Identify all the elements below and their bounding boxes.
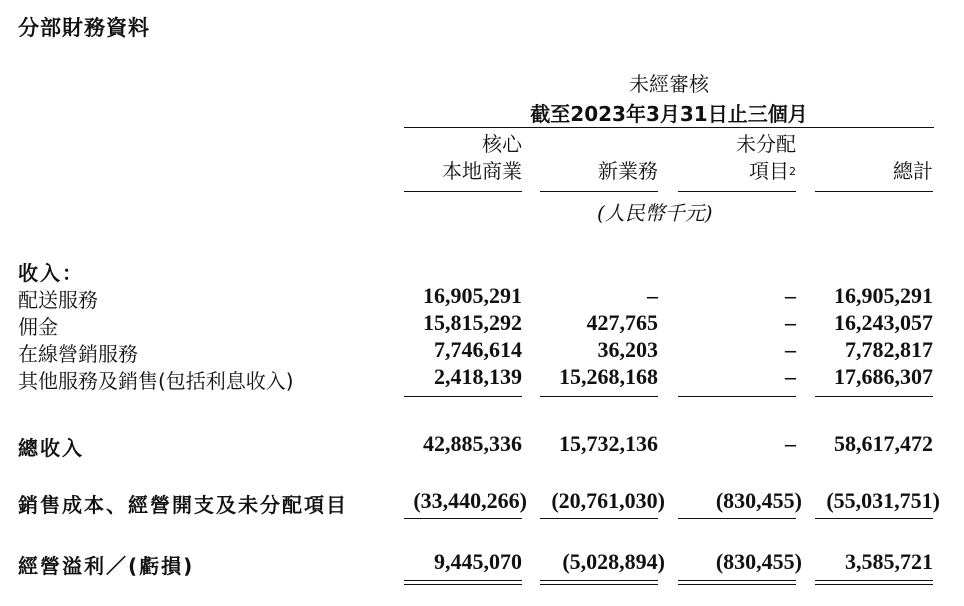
col-rule-4 bbox=[815, 191, 933, 192]
cell-operating-profit-unalloc: (830,455) bbox=[715, 549, 802, 574]
cell-commission-new: 427,765 bbox=[586, 310, 658, 335]
col-header-new-initiatives: 新業務 bbox=[598, 159, 658, 183]
cell-operating-profit-core: 9,445,070 bbox=[434, 549, 522, 574]
cell-commission-total: 16,243,057 bbox=[834, 310, 933, 335]
cell-delivery-total: 16,905,291 bbox=[834, 283, 933, 308]
cell-operating-profit-new: (5,028,894) bbox=[562, 549, 665, 574]
cell-delivery-core: 16,905,291 bbox=[423, 283, 522, 308]
cost-rule-4 bbox=[815, 518, 933, 519]
cell-costs-new: (20,761,030) bbox=[551, 488, 665, 513]
cell-online-marketing-new: 36,203 bbox=[597, 337, 658, 362]
row-label-costs: 銷售成本、經營開支及未分配項目 bbox=[18, 493, 348, 517]
currency-unit: (人民幣千元) bbox=[597, 201, 713, 225]
cost-rule-2 bbox=[540, 518, 658, 519]
col-header-core-local: 核心 本地商業 bbox=[442, 132, 522, 183]
cell-costs-unalloc: (830,455) bbox=[715, 488, 802, 513]
cell-online-marketing-unalloc: – bbox=[785, 337, 796, 362]
cell-operating-profit-total: 3,585,721 bbox=[845, 549, 933, 574]
cell-online-marketing-core: 7,746,614 bbox=[434, 337, 522, 362]
footnote-marker: 2 bbox=[789, 165, 796, 178]
double-rule-2 bbox=[540, 580, 658, 585]
col-rule-1 bbox=[404, 191, 522, 192]
subtotal-rule-3 bbox=[678, 396, 796, 397]
cell-total-revenue-unalloc: – bbox=[785, 431, 796, 456]
subtotal-rule-1 bbox=[404, 396, 522, 397]
row-label-operating-profit: 經營溢利／(虧損) bbox=[18, 554, 195, 578]
cell-costs-core: (33,440,266) bbox=[413, 488, 527, 513]
double-rule-3 bbox=[678, 580, 796, 585]
row-label-delivery: 配送服務 bbox=[18, 288, 98, 312]
cell-commission-unalloc: – bbox=[785, 310, 796, 335]
page-title: 分部財務資料 bbox=[18, 16, 150, 40]
period-heading: 截至2023年3月31日止三個月 bbox=[530, 102, 808, 126]
row-label-other: 其他服務及銷售(包括利息收入) bbox=[18, 369, 294, 393]
subtotal-rule-2 bbox=[540, 396, 658, 397]
revenue-heading: 收入： bbox=[18, 261, 84, 285]
cell-total-revenue-core: 42,885,336 bbox=[423, 431, 522, 456]
cell-other-core: 2,418,139 bbox=[434, 364, 522, 389]
double-rule-1 bbox=[404, 580, 522, 585]
col-rule-3 bbox=[678, 191, 796, 192]
col-header-total: 總計 bbox=[893, 159, 933, 183]
cell-total-revenue-total: 58,617,472 bbox=[834, 431, 933, 456]
cell-delivery-new: – bbox=[647, 283, 658, 308]
cell-total-revenue-new: 15,732,136 bbox=[559, 431, 658, 456]
cell-delivery-unalloc: – bbox=[785, 283, 796, 308]
row-label-commission: 佣金 bbox=[18, 315, 58, 339]
cost-rule-1 bbox=[404, 518, 522, 519]
cell-commission-core: 15,815,292 bbox=[423, 310, 522, 335]
cell-other-total: 17,686,307 bbox=[834, 364, 933, 389]
subtotal-rule-4 bbox=[815, 396, 933, 397]
cost-rule-3 bbox=[678, 518, 796, 519]
row-label-total-revenue: 總收入 bbox=[18, 436, 84, 460]
cell-other-unalloc: – bbox=[785, 364, 796, 389]
cell-other-new: 15,268,168 bbox=[559, 364, 658, 389]
row-label-online-marketing: 在線營銷服務 bbox=[18, 342, 138, 366]
cell-online-marketing-total: 7,782,817 bbox=[845, 337, 933, 362]
audit-status: 未經審核 bbox=[629, 72, 709, 96]
double-rule-4 bbox=[815, 580, 933, 585]
header-rule bbox=[404, 127, 934, 128]
col-header-unallocated: 未分配 項目$^2$ bbox=[736, 132, 796, 183]
cell-costs-total: (55,031,751) bbox=[826, 488, 940, 513]
col-rule-2 bbox=[540, 191, 658, 192]
